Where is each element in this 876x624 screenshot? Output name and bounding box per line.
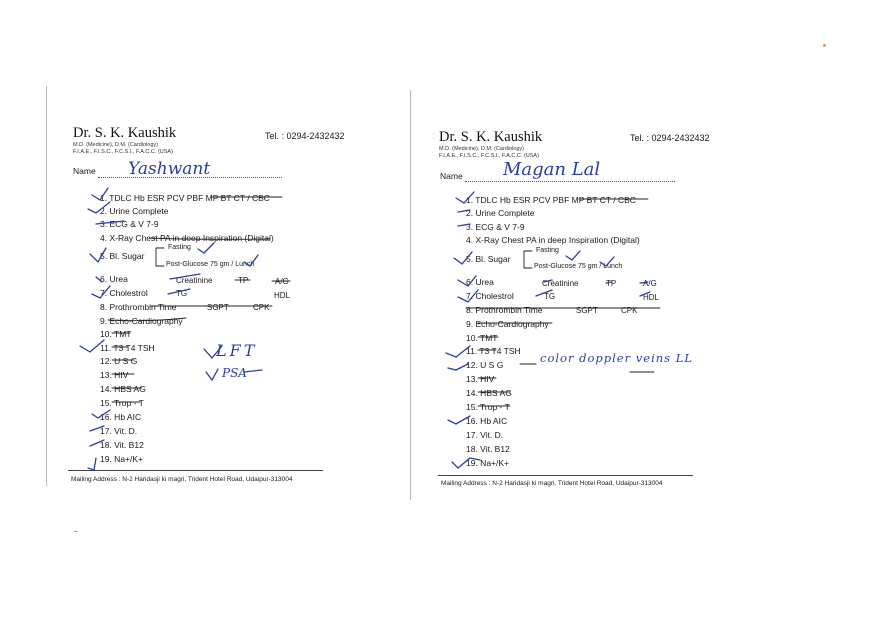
patient-name: Yashwant — [128, 159, 211, 179]
test-item-2: 2. Urine Complete — [100, 206, 169, 216]
test-item-8: 8. Prothrombin Time — [466, 305, 543, 315]
name-label: Name — [440, 171, 463, 181]
test-item-14: 14. HBS AG — [466, 388, 512, 398]
test-item-1: 1. TDLC Hb ESR PCV PBF MP BT CT / CBC — [466, 195, 636, 205]
ag-label: A/G — [643, 279, 657, 288]
patient-name: Magan Lal — [503, 159, 601, 180]
test-item-17: 17. Vit. D. — [466, 430, 504, 440]
tg-label: TG — [176, 289, 188, 298]
test-item-1: 1. TDLC Hb ESR PCV PBF MP BT CT / CBC — [100, 193, 270, 203]
test-item-18: 18. Vit. B12 — [466, 444, 510, 454]
test-item-10: 10. TMT — [466, 333, 498, 343]
sgpt-label: SGPT — [207, 303, 229, 312]
test-item-13: 13. HIV — [100, 370, 129, 380]
test-item-12: 12. U S G — [466, 360, 504, 370]
test-item-2: 2. Urine Complete — [466, 208, 535, 218]
test-item-7: 7. Cholestrol — [466, 291, 514, 301]
test-item-9: 9. Echo-Cardiography — [100, 316, 183, 326]
hdl-label: HDL — [643, 293, 660, 302]
test-item-9: 9. Echo-Cardiography — [466, 319, 549, 329]
usg-handwritten-note: color doppler veins LL — [540, 351, 693, 365]
test-item-7: 7. Cholestrol — [100, 288, 148, 298]
scan-speck — [823, 44, 826, 47]
test-item-17: 17. Vit. D. — [100, 426, 138, 436]
sugar-fasting: Fasting — [168, 244, 191, 251]
cpk-label: CPK — [253, 303, 270, 312]
test-item-16: 16. Hb AIC — [466, 416, 508, 426]
test-item-6: 6. Urea — [100, 274, 128, 284]
credentials-line-1: M.D. (Medicine), D.M. (Cardiology) — [439, 146, 524, 152]
test-item-4: 4. X-Ray Chest PA in deep Inspiration (Digital) — [100, 233, 274, 243]
mailing-address: Mailing Address : N-2 Haridasji ki magri, Trident Hotel Road, Udaipur-313004 — [71, 476, 293, 483]
scan-speck — [74, 531, 77, 532]
test-item-8: 8. Prothrombin Time — [100, 302, 177, 312]
test-item-15: 15. Trop - T — [100, 398, 144, 408]
test-item-16: 16. Hb AIC — [100, 412, 142, 422]
creatinine-label: Creatinine — [542, 279, 579, 288]
test-item-5: 5. Bl. Sugar — [466, 254, 511, 264]
test-item-4: 4. X-Ray Chest PA in deep Inspiration (Digital) — [466, 235, 640, 245]
creatinine-label: Creatinine — [176, 276, 213, 285]
credentials-line-2: F.I.A.E., F.I.S.C., F.C.S.I., F.A.C.C. (USA) — [73, 149, 173, 155]
tg-label: TG — [544, 292, 556, 301]
test-item-11: 11. T3 T4 TSH — [100, 343, 155, 353]
test-item-12: 12. U S G — [100, 356, 138, 366]
handwritten-note-psa: PSA — [222, 366, 247, 380]
sugar-fasting: Fasting — [536, 247, 559, 254]
doctor-name: Dr. S. K. Kaushik — [73, 125, 177, 141]
doctor-name: Dr. S. K. Kaushik — [439, 129, 543, 145]
credentials-line-1: M.D. (Medicine), D.M. (Cardiology) — [73, 142, 158, 148]
mailing-address: Mailing Address : N-2 Haridasji ki magri, Trident Hotel Road, Udaipur-313004 — [441, 480, 663, 487]
test-item-14: 14. HBS AG — [100, 384, 146, 394]
sgpt-label: SGPT — [576, 306, 598, 315]
name-label: Name — [73, 166, 96, 176]
test-item-13: 13. HIV — [466, 374, 495, 384]
credentials-line-2: F.I.A.E., F.I.S.C., F.C.S.I., F.A.C.C. (USA) — [439, 153, 539, 159]
test-item-6: 6. Urea — [466, 277, 494, 287]
handwritten-note-lft: LFT — [216, 341, 258, 360]
test-item-19: 19. Na+/K+ — [100, 454, 144, 464]
test-item-10: 10. TMT — [100, 329, 132, 339]
hdl-label: HDL — [274, 291, 291, 300]
tp-label: TP — [606, 279, 617, 288]
cpk-label: CPK — [621, 306, 638, 315]
sugar-post-glucose: Post-Glucose 75 gm / Lunch — [166, 261, 255, 268]
test-item-11: 11. T3 T4 TSH — [466, 346, 521, 356]
test-item-5: 5. Bl. Sugar — [100, 251, 145, 261]
test-item-3: 3. ECG & V 7-9 — [466, 222, 525, 232]
ag-label: A/G — [275, 277, 289, 286]
test-item-19: 19. Na+/K+ — [466, 458, 510, 468]
telephone: Tel. : 0294-2432432 — [630, 133, 710, 143]
telephone: Tel. : 0294-2432432 — [265, 131, 345, 141]
test-item-18: 18. Vit. B12 — [100, 440, 144, 450]
test-item-15: 15. Trop - T — [466, 402, 510, 412]
tp-label: TP — [238, 276, 249, 285]
test-item-3: 3. ECG & V 7-9 — [100, 219, 159, 229]
sugar-post-glucose: Post-Glucose 75 gm / Lunch — [534, 263, 623, 270]
